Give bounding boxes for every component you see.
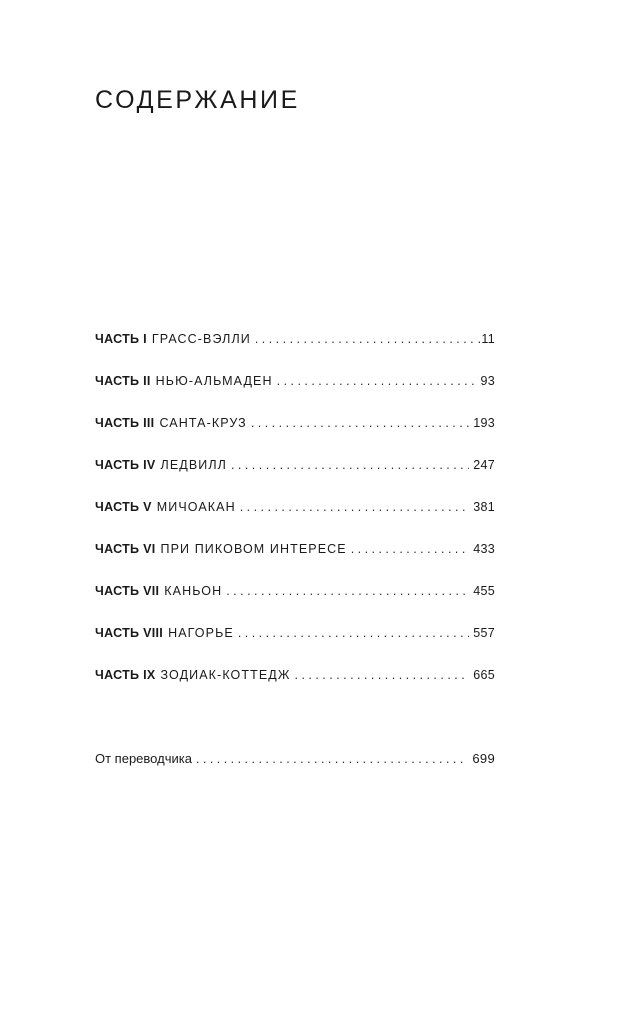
page-number: 665 <box>473 668 495 682</box>
toc-entry[interactable] <box>95 416 495 436</box>
part-label: ЧАСТЬ IV <box>95 458 156 472</box>
part-title: ГРАСС-ВЭЛЛИ <box>151 332 251 346</box>
part-title: НЬЮ-АЛЬМАДЕН <box>155 374 273 388</box>
toc-entry-afterword[interactable] <box>95 751 495 771</box>
dot-leader <box>196 752 468 766</box>
part-title: САНТА-КРУЗ <box>159 416 247 430</box>
toc-entry[interactable] <box>95 500 495 520</box>
page-number: 433 <box>473 542 495 556</box>
page-number: 93 <box>480 374 495 388</box>
part-title: КАНЬОН <box>164 584 223 598</box>
part-label: ЧАСТЬ II <box>95 374 151 388</box>
toc-entry[interactable] <box>95 584 495 604</box>
page-number: 247 <box>473 458 495 472</box>
dot-leader <box>295 668 470 682</box>
dot-leader <box>226 584 469 598</box>
part-label: ЧАСТЬ VIII <box>95 626 164 640</box>
part-label: ЧАСТЬ VII <box>95 584 160 598</box>
toc-entry[interactable] <box>95 332 495 352</box>
part-title: ПРИ ПИКОВОМ ИНТЕРЕСЕ <box>160 542 347 556</box>
toc-entry[interactable] <box>95 542 495 562</box>
part-label: ЧАСТЬ III <box>95 416 155 430</box>
dot-leader <box>277 374 477 388</box>
toc-entry[interactable] <box>95 374 495 394</box>
page-number: 557 <box>473 626 495 640</box>
part-title: ЗОДИАК-КОТТЕДЖ <box>160 668 291 682</box>
page-number: .11 <box>477 332 495 346</box>
page-number: 381 <box>473 500 495 514</box>
part-title: НАГОРЬЕ <box>168 626 234 640</box>
dot-leader <box>238 626 469 640</box>
part-label: ЧАСТЬ VI <box>95 542 156 556</box>
toc-entry[interactable] <box>95 626 495 646</box>
page-number: 699 <box>472 751 495 766</box>
page-title: СОДЕРЖАНИЕ <box>95 86 300 114</box>
dot-leader <box>251 416 469 430</box>
toc-entry[interactable] <box>95 458 495 478</box>
dot-leader <box>240 500 470 514</box>
part-label: ЧАСТЬ IX <box>95 668 156 682</box>
dot-leader <box>255 332 474 346</box>
dot-leader <box>351 542 470 556</box>
afterword-title: От переводчика <box>95 751 192 766</box>
toc-entry[interactable] <box>95 668 495 688</box>
part-title: ЛЕДВИЛЛ <box>160 458 227 472</box>
page-number: 455 <box>473 584 495 598</box>
part-label: ЧАСТЬ I <box>95 332 147 346</box>
part-title: МИЧОАКАН <box>156 500 236 514</box>
page-number: 193 <box>473 416 495 430</box>
part-label: ЧАСТЬ V <box>95 500 152 514</box>
dot-leader <box>231 458 469 472</box>
